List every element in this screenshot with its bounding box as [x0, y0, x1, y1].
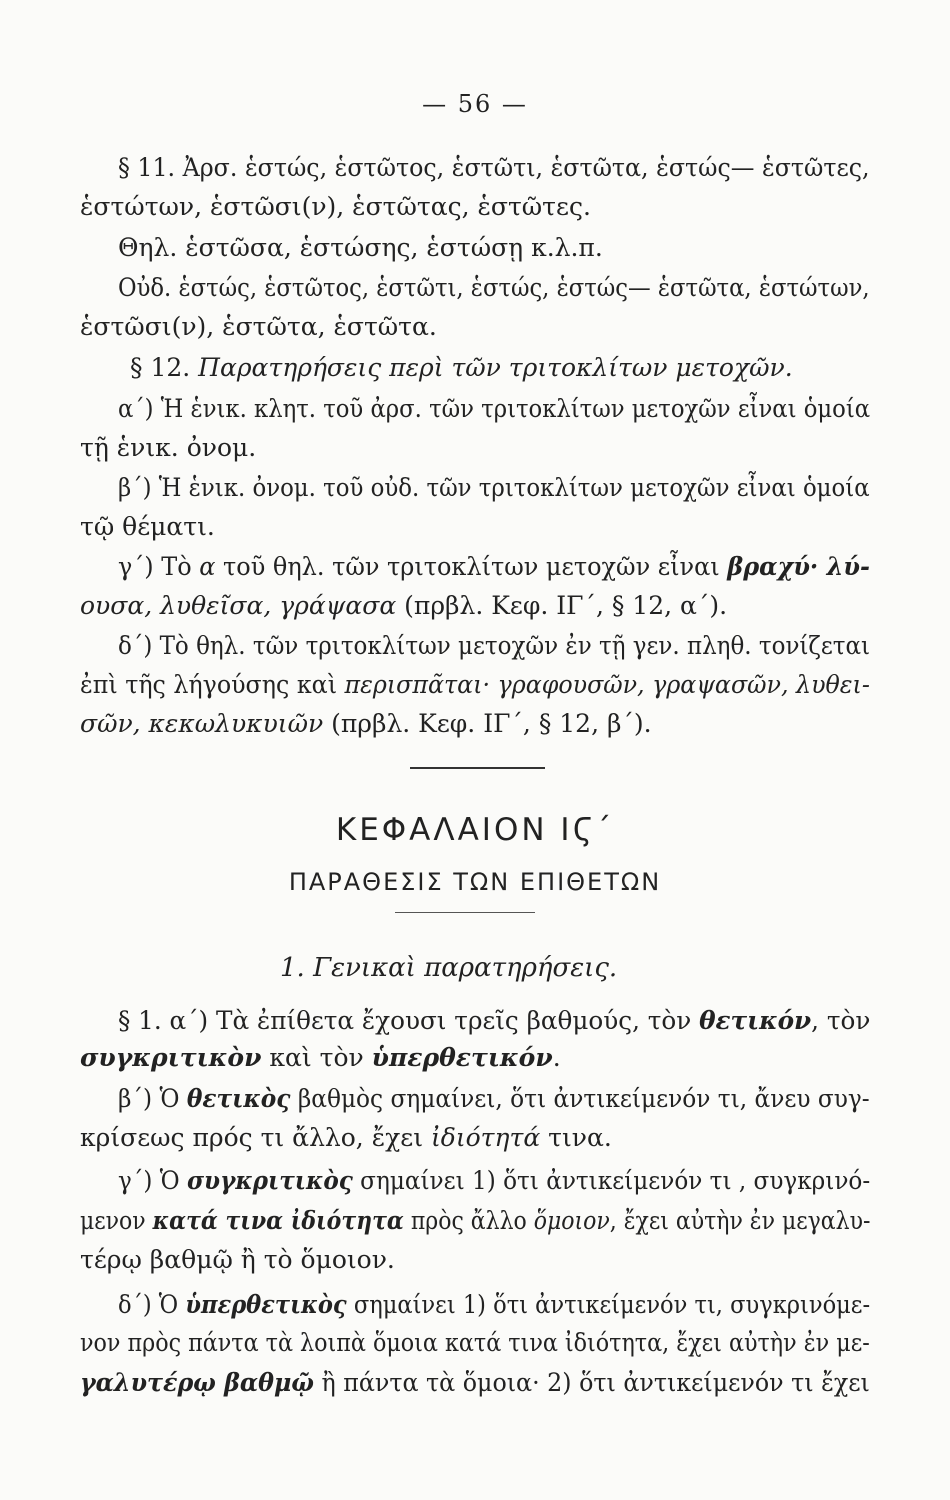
text-run: (πρβλ. Κεφ. ΙΓ΄, § 12, α΄).: [396, 591, 728, 620]
text-run: θετικόν: [699, 1006, 812, 1035]
section-12-b-line-1: β΄) Ἡ ἑνικ. ὀνομ. τοῦ οὐδ. τῶν τριτοκλίτων μετοχῶν εἶναι ὁμοία: [118, 473, 870, 502]
section-12-d-line-1: δ΄) Τὸ θηλ. τῶν τριτοκλίτων μετοχῶν ἐν τῇ γεν. πληθ. τονίζεται: [118, 631, 871, 660]
text-run: περισπᾶται· γραφουσῶν, γραψασῶν, λυθει-: [344, 670, 870, 699]
text-run: κρίσεως πρός τι ἄλλο, ἔχει: [80, 1123, 431, 1152]
section-12-a-line-2: τῇ ἑνικ. ὀνομ.: [80, 433, 257, 462]
text-run: ουσα, λυθεῖσα, γράψασα: [80, 591, 397, 620]
text-run: βαθμὸς σημαίνει, ὅτι ἀντικείμενόν τι, ἄνευ συγ-: [290, 1084, 870, 1113]
text-run: σημαίνει 1) ὅτι ἀντικείμενόν τι, συγκρινόμε-: [346, 1290, 871, 1319]
text-run: , ἔχει αὐτὴν ἐν μεγαλυ-: [609, 1206, 871, 1235]
text-run: συγκριτικὸς: [186, 1166, 353, 1195]
section-divider: [410, 767, 545, 769]
chapter-title: ΚΕΦΑΛΑΙΟΝ ΙϚ΄: [335, 812, 615, 848]
text-run: συγκριτικὸν: [80, 1043, 262, 1072]
text-run: .: [552, 1043, 561, 1072]
page-number: — 56 —: [422, 90, 528, 118]
text-run: § 1. α΄) Τὰ ἐπίθετα ἔχουσι τρεῖς βαθμούς, τὸν: [118, 1006, 700, 1035]
general-d-line-2: νον πρὸς πάντα τὰ λοιπὰ ὅμοια κατά τινα ἰδιότητα, ἔχει αὐτὴν ἐν με-: [80, 1328, 870, 1357]
section-11-line-1: § 11. Ἀρσ. ἑστώς, ἑστῶτος, ἑστῶτι, ἑστῶτα, ἑστώς— ἑστῶτες,: [118, 153, 870, 182]
text-run: τινα.: [540, 1123, 612, 1152]
general-d-line-1: [118, 1287, 870, 1323]
section-12-d-line-3: [80, 706, 652, 742]
section-12-number: § 12.: [130, 353, 191, 382]
section-12-c-line-2: [80, 588, 727, 624]
section-12-d-line-2: [80, 667, 870, 703]
text-run: πρὸς ἄλλο: [403, 1206, 534, 1235]
text-run: ὑπερθετικὸς: [185, 1290, 347, 1319]
general-c-line-1: [118, 1163, 870, 1199]
section-11-line-3: Θηλ. ἑστῶσα, ἑστώσης, ἑστώσῃ κ.λ.π.: [118, 233, 603, 262]
text-run: θετικὸς: [186, 1084, 291, 1113]
general-s1-line-2: [80, 1040, 561, 1076]
section-12-a-line-1: α΄) Ἡ ἑνικ. κλητ. τοῦ ἀρσ. τῶν τριτοκλίτων μετοχῶν εἶναι ὁμοία: [118, 394, 871, 423]
text-run: ὅμοιον: [533, 1206, 610, 1235]
section-12-heading: [130, 350, 793, 386]
text-run: (πρβλ. Κεφ. ΙΓ΄, § 12, β΄).: [323, 709, 652, 738]
text-run: ἢ πάντα τὰ ὅμοια· 2) ὅτι ἀντικείμενόν τι ἔχει: [313, 1368, 870, 1397]
text-run: δ΄) Ὁ: [118, 1290, 186, 1319]
section-12-title: Παρατηρήσεις περὶ τῶν τριτοκλίτων μετοχῶν.: [198, 353, 793, 382]
chapter-subtitle: ΠΑΡΑΘΕΣΙΣ ΤΩΝ ΕΠΙΘΕΤΩΝ: [288, 868, 662, 896]
section-11-line-2: ἑστώτων, ἑστῶσι(ν), ἑστῶτας, ἑστῶτες.: [80, 192, 591, 221]
section-11-line-4: Οὐδ. ἑστώς, ἑστῶτος, ἑστῶτι, ἑστώς, ἑστώς— ἑστῶτα, ἑστώτων,: [118, 273, 870, 302]
general-c-line-3: τέρῳ βαθμῷ ἢ τὸ ὅμοιον.: [80, 1245, 395, 1274]
text-run: καὶ τὸν: [261, 1043, 372, 1072]
general-b-line-2: [80, 1120, 612, 1156]
general-c-line-2: [80, 1203, 870, 1239]
general-b-line-1: [118, 1081, 870, 1117]
text-run: μενον: [80, 1206, 153, 1235]
text-run: , τὸν: [811, 1006, 871, 1035]
subsection-heading: 1. Γενικαὶ παρατηρήσεις.: [280, 953, 618, 983]
text-run: σῶν, κεκωλυκυιῶν: [80, 709, 324, 738]
chapter-divider: [395, 912, 535, 913]
text-run: α: [199, 552, 216, 581]
text-run: β΄) Ὁ: [118, 1084, 187, 1113]
text-run: γ΄) Τὸ: [118, 552, 200, 581]
general-d-line-3: [80, 1365, 870, 1401]
text-run: γ΄) Ὁ: [118, 1166, 187, 1195]
section-11-line-5: ἑστῶσι(ν), ἑστῶτα, ἑστῶτα.: [80, 312, 437, 341]
text-run: ἐπὶ τῆς λήγούσης καὶ: [80, 670, 345, 699]
text-run: κατά τινα ἰδιότητα: [152, 1206, 404, 1235]
text-run: ὑπερθετικόν: [371, 1043, 553, 1072]
section-12-b-line-2: τῷ θέματι.: [80, 512, 215, 541]
text-run: βραχύ· λύ-: [727, 552, 870, 581]
text-run: τοῦ θηλ. τῶν τριτοκλίτων μετοχῶν εἶναι: [215, 552, 728, 581]
section-12-c-line-1: [118, 549, 870, 585]
text-run: ἰδιότητά: [430, 1123, 541, 1152]
general-s1-line-1: [118, 1003, 870, 1039]
text-run: γαλυτέρῳ βαθμῷ: [80, 1368, 314, 1397]
text-run: σημαίνει 1) ὅτι ἀντικείμενόν τι , συγκρινό-: [352, 1166, 871, 1195]
